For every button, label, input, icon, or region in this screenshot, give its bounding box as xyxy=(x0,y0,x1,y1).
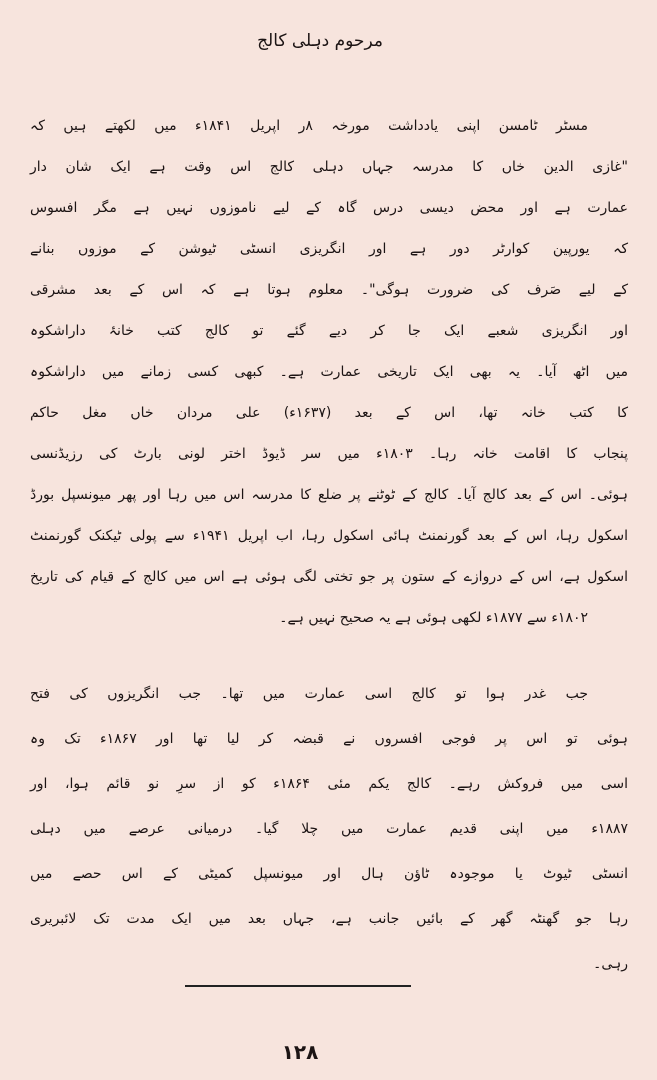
text-line: اسکول رہا، اس کے بعد گورنمنٹ ہائی اسکول رہا، اب اپریل ۱۹۴۱ء سے پولی ٹیکنک گورنمنٹ xyxy=(30,528,628,544)
text-line: کہ یورپین کوارٹر دور ہے اور انگریزی انسٹی ٹیوشن کے موزوں بنانے xyxy=(30,241,628,257)
page-number: ۱۲۸ xyxy=(281,1040,319,1064)
paragraph-1 xyxy=(30,106,628,639)
text-line: رہا جو گھنٹہ گھر کے بائیں جانب ہے، جہاں بعد میں ایک مدت تک لائبریری xyxy=(30,911,628,927)
text-line: ۱۸۰۲ء سے ۱۸۷۷ء لکھی ہوئی ہے یہ صحیح نہیں ہے۔ xyxy=(279,610,588,626)
text-line: ہوئی تو اس پر فوجی افسروں نے قبضہ کر لیا تھا اور ۱۸۶۷ء تک وہ xyxy=(30,731,628,747)
text-line: کے لیے صَرف کی ضرورت ہوگی"۔ معلوم ہوتا ہے کہ اس کے بعد مشرقی xyxy=(30,282,628,298)
text-line: جب غدر ہوا تو کالج اسی عمارت میں تھا۔ جب انگریزوں کی فتح xyxy=(30,686,588,702)
text-line: اور انگریزی شعبے ایک جا کر دیے گئے تو کالج کتب خانۂ داراشکوہ xyxy=(30,323,628,339)
text-line: اسکول ہے، اس کے دروازے کے ستون پر جو تختی لگی ہوئی ہے اس میں کالج کے قیام کی تاریخ xyxy=(30,569,628,585)
running-header-title: مرحوم دہلی کالج xyxy=(257,31,383,51)
text-line: ۱۸۸۷ء میں اپنی قدیم عمارت میں چلا گیا۔ درمیانی عرصے میں دہلی xyxy=(30,821,628,837)
text-line: اسی میں فروکش رہے۔ کالج یکم مئی ۱۸۶۴ء کو از سرِ نو قائم ہوا، اور xyxy=(30,776,628,792)
text-line: پنجاب کا اقامت خانہ رہا۔ ۱۸۰۳ء میں سر ڈیوڈ اختر لونی بارٹ کی رزیڈنسی xyxy=(30,446,628,462)
text-line: "غازی الدین خاں کا مدرسہ جہاں دہلی کالج اس وقت ہے ایک شان دار xyxy=(30,159,628,175)
paragraph-2 xyxy=(30,672,628,987)
section-end-rule xyxy=(185,985,411,987)
text-line: کا کتب خانہ تھا، اس کے بعد (۱۶۳۷ء) علی مردان خاں مغل حاکم xyxy=(30,405,628,421)
text-line: ہوئی۔ اس کے بعد کالج آیا۔ کالج کے ٹوٹنے پر ضلع کا مدرسہ اس میں رہا اور پھر میونسپل بورڈ xyxy=(30,487,628,503)
text-line: میں اٹھ آیا۔ یہ بھی ایک تاریخی عمارت ہے۔ کبھی کسی زمانے میں داراشکوہ xyxy=(30,364,628,380)
text-line: انسٹی ٹیوٹ یا موجودہ ٹاؤن ہال اور میونسپل کمیٹی کے اس حصے میں xyxy=(30,866,628,882)
text-line: عمارت ہے اور محض دیسی درس گاہ کے لیے ناموزوں نہیں ہے مگر افسوس xyxy=(30,200,628,216)
text-line: مسٹر ٹامسن اپنی یادداشت مورخہ ۸ر اپریل ۱۸۴۱ء میں لکھتے ہیں کہ xyxy=(30,118,588,134)
text-line: رہی۔ xyxy=(593,956,628,972)
